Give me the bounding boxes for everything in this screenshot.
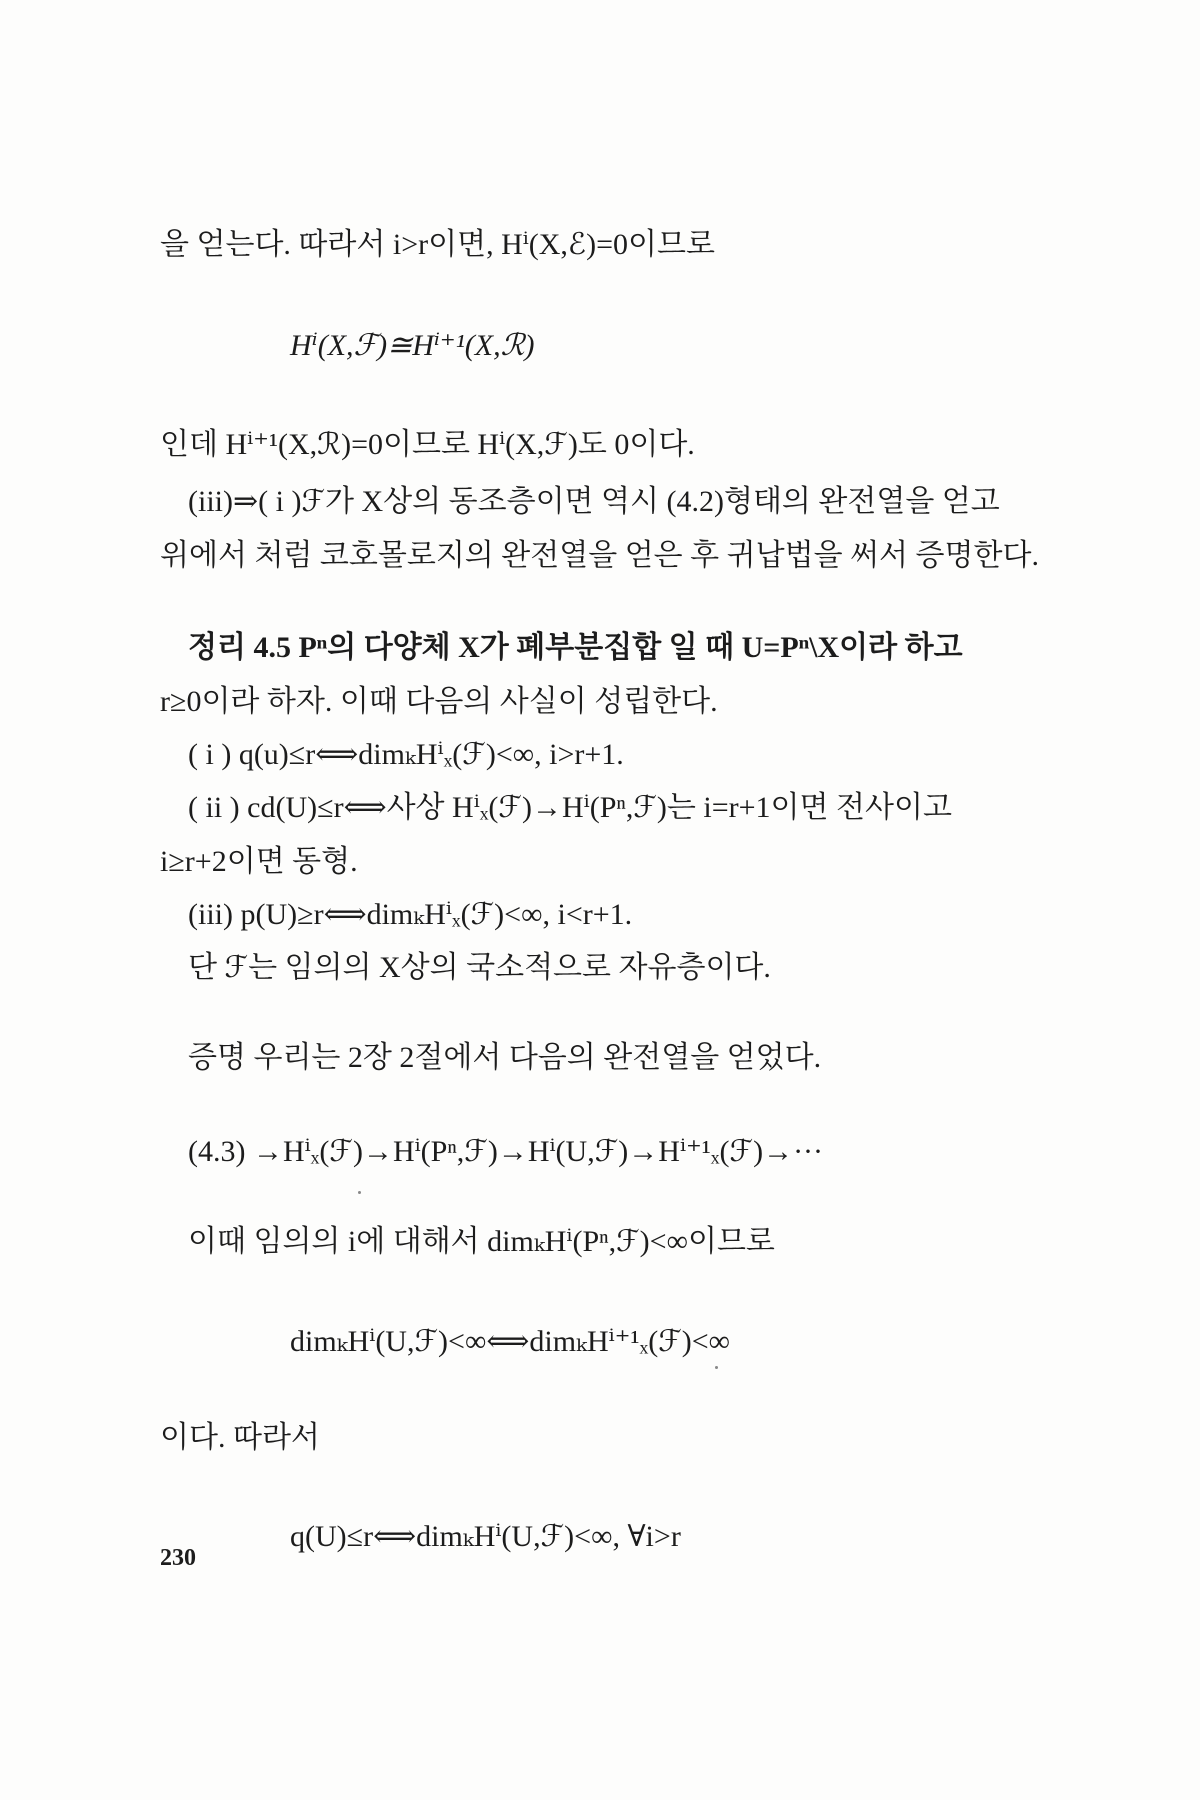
text-line: ( ii ) cd(U)≤r⟺사상 Hⁱₓ(ℱ)→Hⁱ(Pⁿ,ℱ)는 i=r+1이면 전사이고 — [188, 791, 952, 824]
text-line: i≥r+2이면 동형. — [160, 845, 358, 878]
theorem-statement: 정리 4.5 Pⁿ의 다양체 X가 폐부분집합 일 때 U=Pⁿ\X이라 하고 — [188, 631, 963, 664]
text-line: (iii)⇒( i )ℱ가 X상의 동조층이면 역시 (4.2)형태의 완전열을 얻고 — [188, 485, 1000, 518]
text-line: 을 얻는다. 따라서 i>r이면, Hⁱ(X,ℰ)=0이므로 — [160, 228, 715, 261]
page-number: 230 — [160, 1545, 196, 1571]
display-equation: Hⁱ(X,ℱ)≅Hⁱ⁺¹(X,ℛ) — [290, 329, 535, 362]
text-line: 인데 Hⁱ⁺¹(X,ℛ)=0이므로 Hⁱ(X,ℱ)도 0이다. — [160, 428, 695, 461]
text-line: 단 ℱ는 임의의 X상의 국소적으로 자유층이다. — [188, 951, 771, 984]
print-speck — [358, 1191, 361, 1194]
proof-heading: 증명 우리는 2장 2절에서 다음의 완전열을 얻었다. — [188, 1041, 822, 1074]
text-line: ( i ) q(u)≤r⟺dimₖHⁱₓ(ℱ)<∞, i>r+1. — [188, 738, 624, 771]
text-line: 이다. 따라서 — [160, 1421, 320, 1454]
text-line: r≥0이라 하자. 이때 다음의 사실이 성립한다. — [160, 685, 718, 718]
print-speck — [715, 1366, 718, 1369]
display-equation: dimₖHⁱ(U,ℱ)<∞⟺dimₖHⁱ⁺¹ₓ(ℱ)<∞ — [290, 1325, 731, 1358]
text-line: 이때 임의의 i에 대해서 dimₖHⁱ(Pⁿ,ℱ)<∞이므로 — [188, 1225, 775, 1258]
equation-4-3: (4.3) →Hⁱₓ(ℱ)→Hⁱ(Pⁿ,ℱ)→Hⁱ(U,ℱ)→Hⁱ⁺¹ₓ(ℱ)→··· — [188, 1135, 824, 1168]
text-line: (iii) p(U)≥r⟺dimₖHⁱₓ(ℱ)<∞, i<r+1. — [188, 898, 633, 931]
text-line: 위에서 처럼 코호몰로지의 완전열을 얻은 후 귀납법을 써서 증명한다. — [160, 539, 1039, 572]
display-equation: q(U)≤r⟺dimₖHⁱ(U,ℱ)<∞, ∀i>r — [290, 1520, 681, 1553]
